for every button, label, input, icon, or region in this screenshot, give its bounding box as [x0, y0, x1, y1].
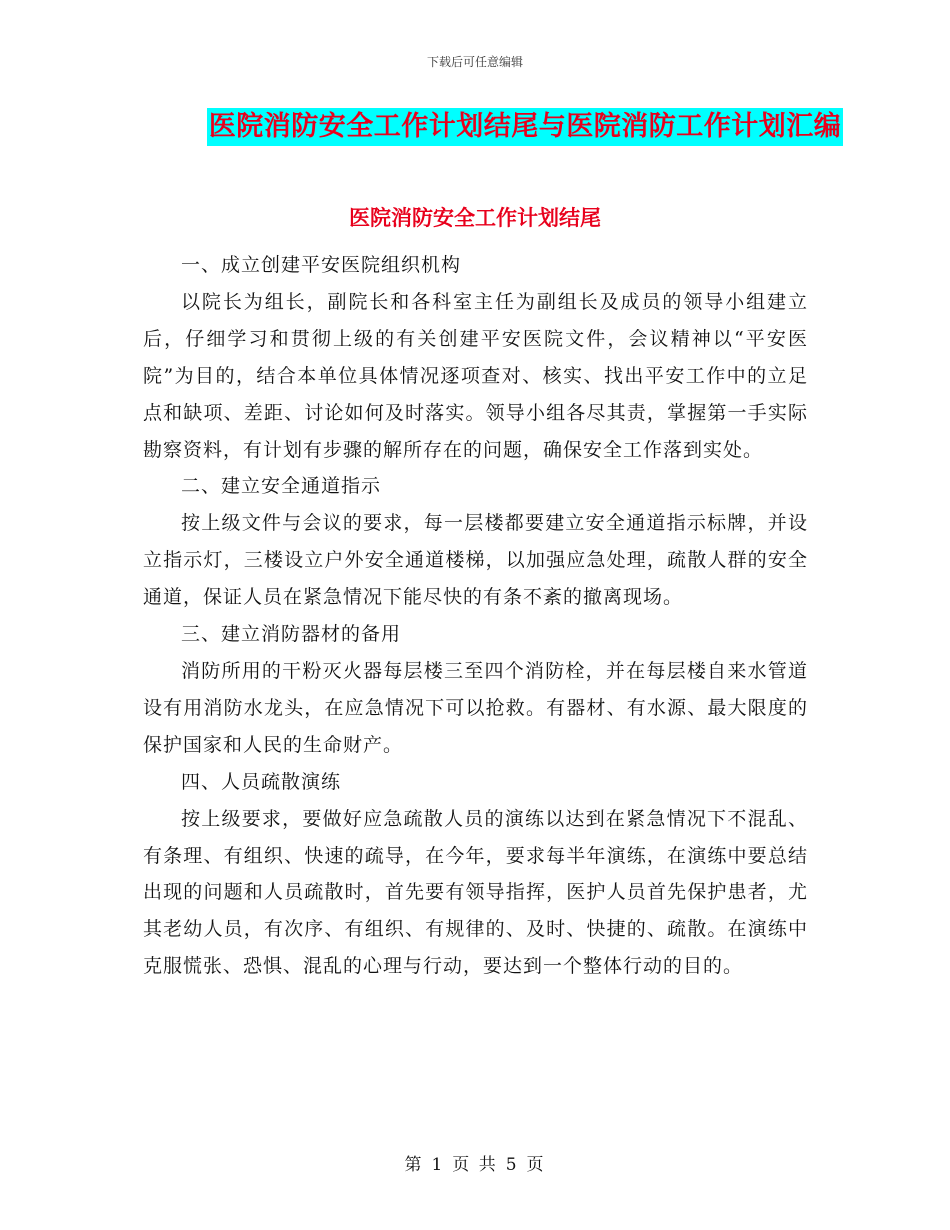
page-total: 5 [505, 1155, 519, 1175]
paragraph-4: 按上级要求，要做好应急疏散人员的演练以达到在紧急情况下不混乱、有条理、有组织、快速的疏导，在今年，要求每半年演练，在演练中要总结出现的问题和人员疏散时，首先要有领导指挥，医护人员首先保护患者，尤其老幼人员，有次序、有组织、有规律的、及时、快捷的、疏散。在演练中克服慌张、恐惧、混乱的心理与行动，要达到一个整体行动的目的。 [143, 807, 808, 978]
page-footer [0, 1150, 950, 1175]
document-title-wrapper [0, 108, 950, 146]
paragraph-3: 消防所用的干粉灭火器每层楼三至四个消防栓，并在每层楼自来水管道设有用消防水龙头，在应急情况下可以抢救。有器材、有水源、最大限度的保护国家和人民的生命财产。 [143, 659, 808, 756]
heading-4: 四、人员疏散演练 [181, 770, 342, 793]
page-mid: 页 共 [452, 1155, 498, 1175]
page-prefix: 第 [404, 1155, 424, 1175]
heading-2: 二、建立安全通道指示 [181, 475, 382, 498]
section-title: 医院消防安全工作计划结尾 [349, 205, 601, 230]
heading-1: 一、成立创建平安医院组织机构 [181, 254, 462, 276]
header-note: 下载后可任意编辑 [426, 55, 523, 69]
paragraph-2: 按上级文件与会议的要求，每一层楼都要建立安全通道指示标牌，并设立指示灯，三楼设立户外安全通道楼梯，以加强应急处理，疏散人群的安全通道，保证人员在紧急情况下能尽快的有条不紊的撤离现场。 [143, 512, 808, 609]
page-suffix: 页 [526, 1155, 546, 1175]
document-title: 医院消防安全工作计划结尾与医院消防工作计划汇编 [207, 108, 844, 146]
document-body [143, 247, 808, 985]
page-number: 1 [431, 1155, 445, 1175]
paragraph-1: 以院长为组长，副院长和各科室主任为副组长及成员的领导小组建立后，仔细学习和贯彻上级的有关创建平安医院文件，会议精神以“平安医院”为目的，结合本单位具体情况逐项查对、核实、找出平安工作中的立足点和缺项、差距、讨论如何及时落实。领导小组各尽其责，掌握第一手实际勘察资料，有计划有步骤的解所存在的问题，确保安全工作落到实处。 [143, 290, 808, 461]
heading-3: 三、建立消防器材的备用 [181, 623, 402, 646]
